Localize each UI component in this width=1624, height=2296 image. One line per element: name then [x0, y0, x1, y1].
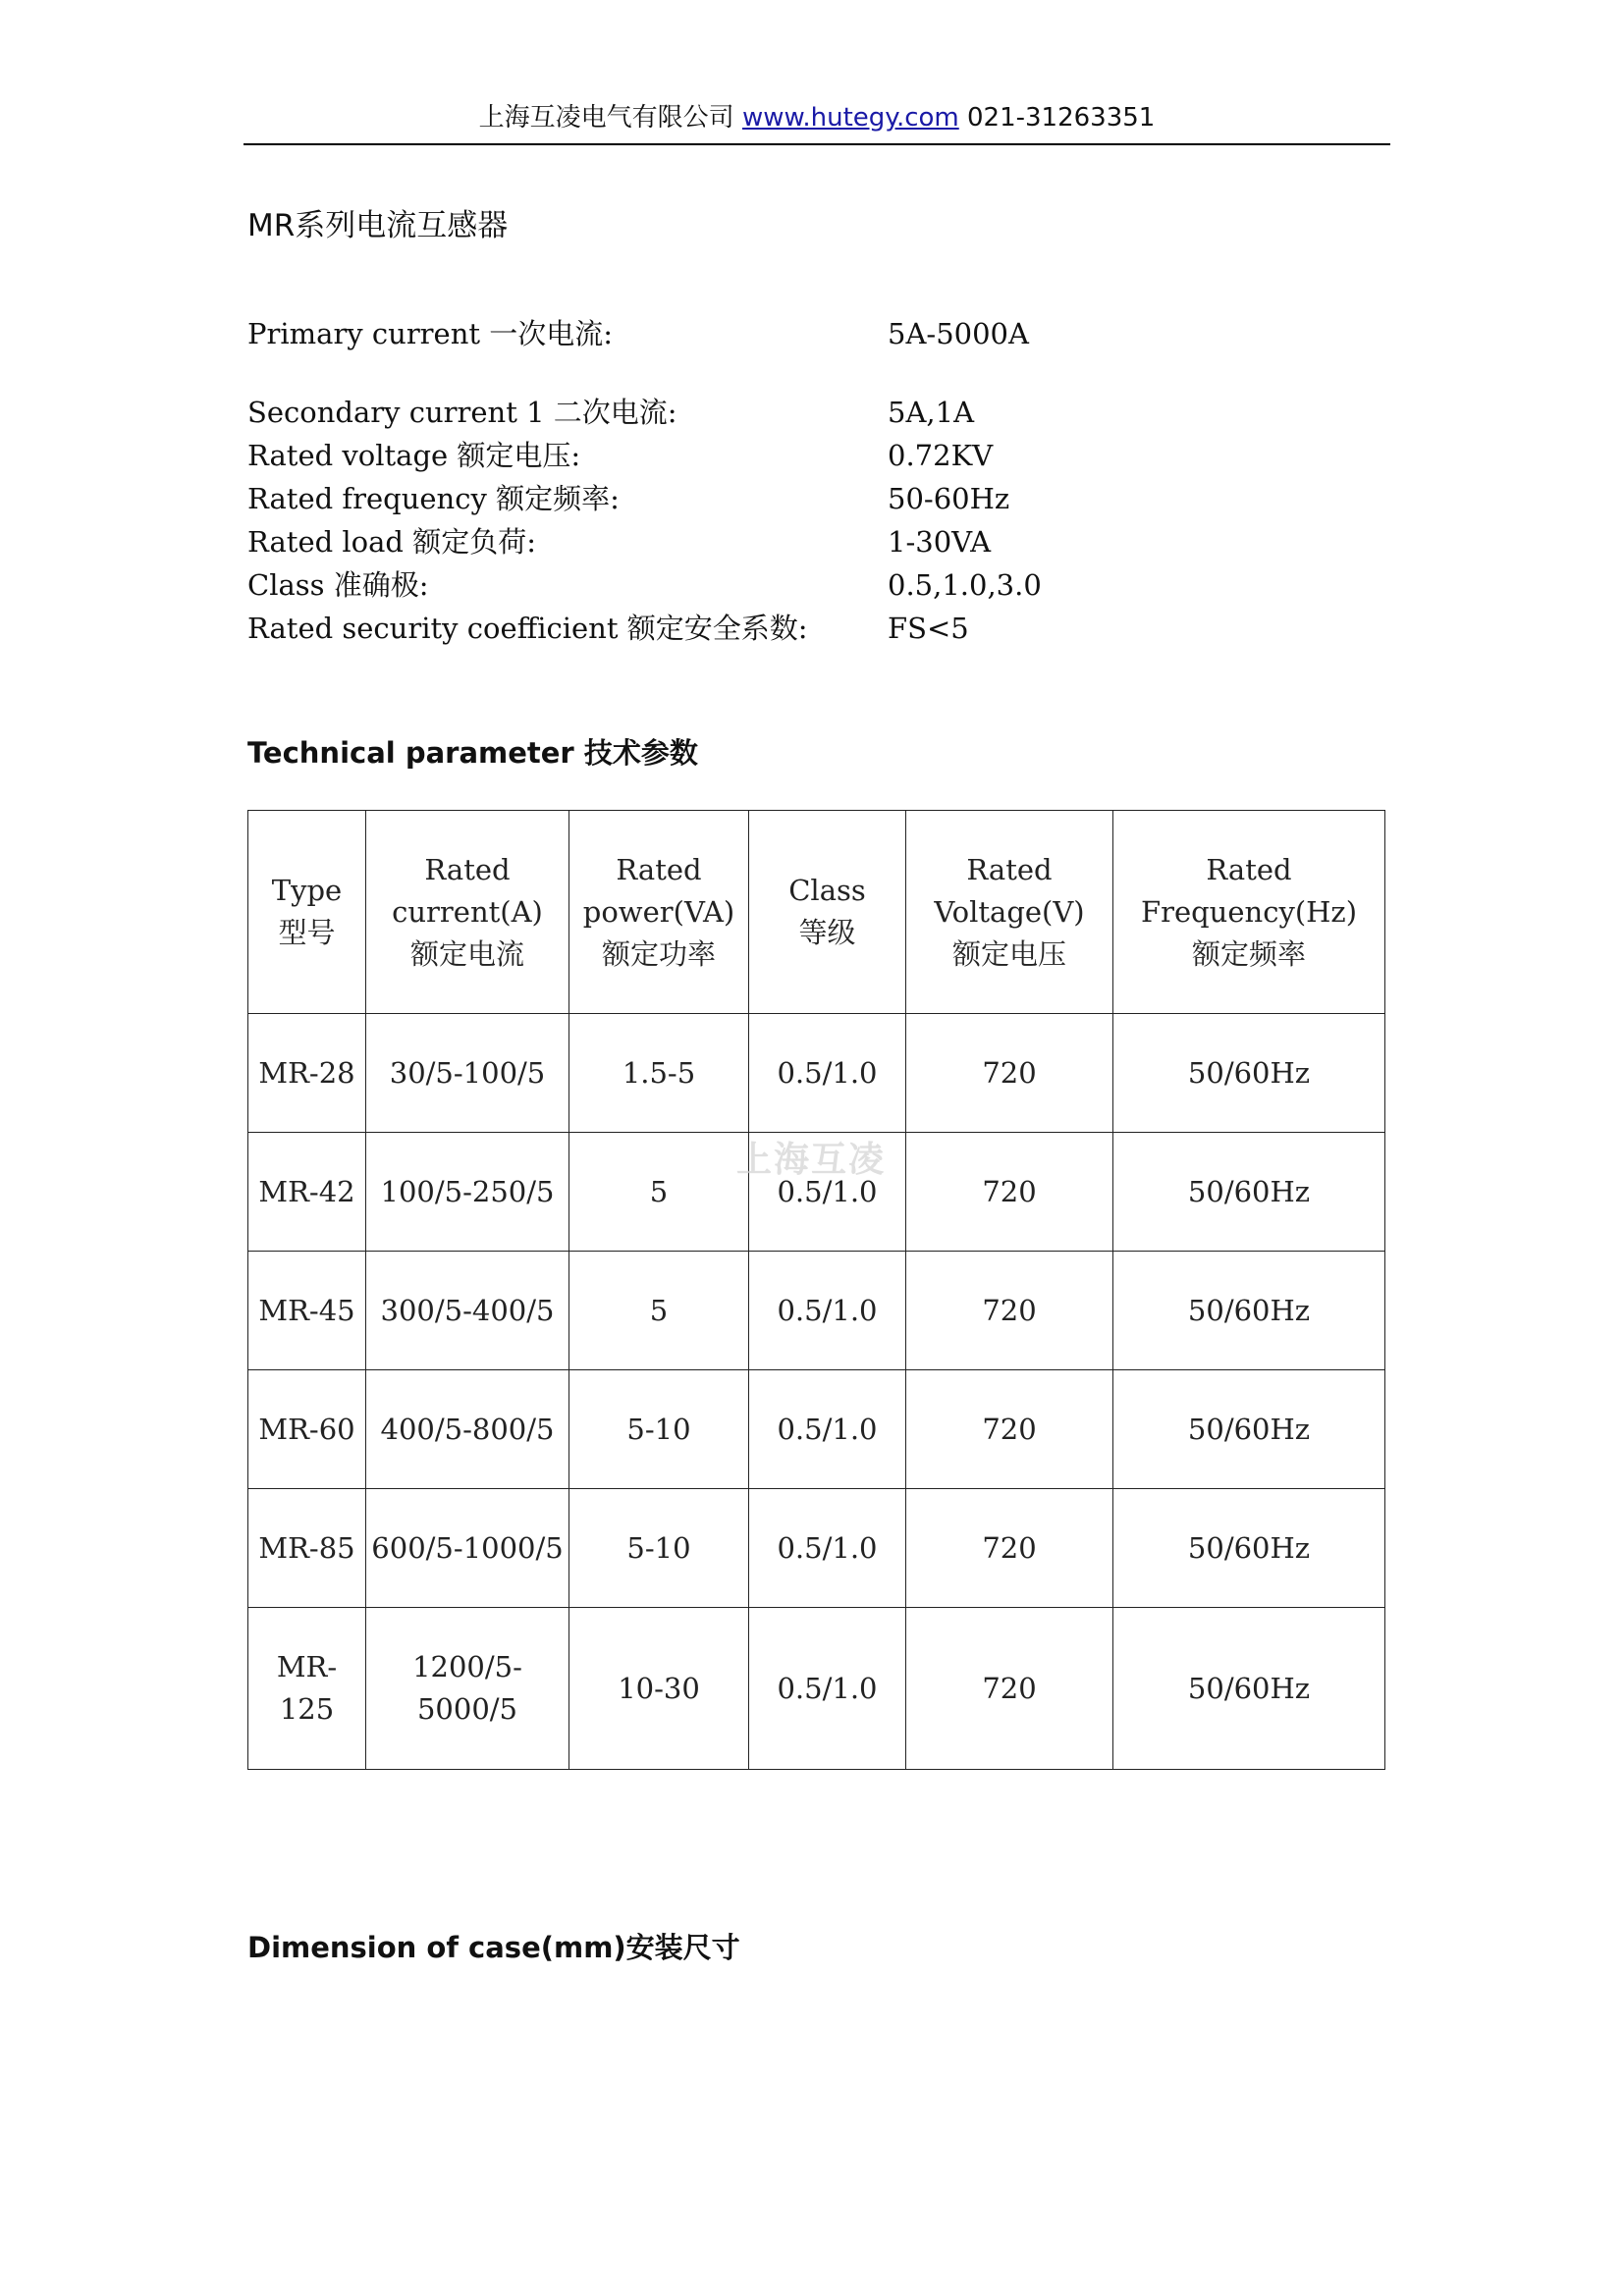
spec-row-secondary-current — [247, 391, 1131, 434]
spec-label: Class 准确极: — [247, 568, 429, 602]
spec-row-rated-frequency — [247, 477, 1131, 520]
cell-rated-frequency: 50/60Hz — [1113, 1370, 1385, 1489]
cell-rated-current: 1200/5-5000/5 — [366, 1608, 569, 1770]
technical-parameter-table — [247, 810, 1385, 1770]
cell-class: 0.5/1.0 — [749, 1608, 906, 1770]
dimension-heading: Dimension of case(mm)安装尺寸 — [247, 1931, 740, 1964]
cell-rated-current: 100/5-250/5 — [366, 1133, 569, 1252]
company-name: 上海互凌电气有限公司 — [478, 103, 734, 133]
spec-label: Rated load 额定负荷: — [247, 525, 536, 559]
table-row — [248, 1014, 1385, 1133]
cell-rated-current: 300/5-400/5 — [366, 1252, 569, 1370]
cell-rated-power: 5 — [569, 1133, 749, 1252]
table-row — [248, 1489, 1385, 1608]
cell-rated-frequency: 50/60Hz — [1113, 1608, 1385, 1770]
cell-rated-voltage: 720 — [906, 1608, 1113, 1770]
technical-parameter-heading: Technical parameter 技术参数 — [247, 736, 698, 770]
header-rated-frequency: Rated Frequency(Hz) 额定频率 — [1113, 811, 1385, 1014]
spec-value: 0.5,1.0,3.0 — [888, 568, 1042, 602]
cell-class: 0.5/1.0 — [749, 1489, 906, 1608]
table-row — [248, 1370, 1385, 1489]
table-row — [248, 1608, 1385, 1770]
cell-rated-current: 600/5-1000/5 — [366, 1489, 569, 1608]
header-rated-current: Rated current(A) 额定电流 — [366, 811, 569, 1014]
spec-row-rated-voltage — [247, 434, 1131, 477]
header-divider — [244, 143, 1390, 145]
spec-label: Rated security coefficient 额定安全系数: — [247, 612, 808, 645]
spec-label: Secondary current 1 二次电流: — [247, 396, 677, 429]
cell-class: 0.5/1.0 — [749, 1252, 906, 1370]
cell-type: MR-45 — [248, 1252, 366, 1370]
phone-number: 021-31263351 — [967, 103, 1156, 133]
cell-rated-power: 5-10 — [569, 1370, 749, 1489]
cell-rated-current: 30/5-100/5 — [366, 1014, 569, 1133]
cell-rated-power: 10-30 — [569, 1608, 749, 1770]
spec-value: 5A,1A — [888, 396, 975, 429]
cell-rated-frequency: 50/60Hz — [1113, 1252, 1385, 1370]
watermark: 上海互凌 — [736, 1140, 887, 1180]
spec-row-class — [247, 563, 1131, 607]
cell-rated-voltage: 720 — [906, 1014, 1113, 1133]
spec-value: 50-60Hz — [888, 482, 1010, 515]
spec-label: Rated frequency 额定频率: — [247, 482, 620, 515]
cell-type: MR-60 — [248, 1370, 366, 1489]
cell-rated-current: 400/5-800/5 — [366, 1370, 569, 1489]
cell-type: MR-85 — [248, 1489, 366, 1608]
cell-rated-voltage: 720 — [906, 1133, 1113, 1252]
document-title: MR系列电流互感器 — [247, 208, 509, 243]
page-header — [244, 98, 1390, 137]
cell-rated-voltage: 720 — [906, 1370, 1113, 1489]
spec-label: Rated voltage 额定电压: — [247, 439, 581, 472]
cell-class: 0.5/1.0 — [749, 1014, 906, 1133]
cell-rated-voltage: 720 — [906, 1252, 1113, 1370]
cell-type: MR-28 — [248, 1014, 366, 1133]
website-link[interactable]: www.hutegy.com — [741, 103, 959, 133]
spec-row-security-coefficient — [247, 607, 1131, 650]
spec-value: 1-30VA — [888, 525, 992, 559]
cell-type: MR-42 — [248, 1133, 366, 1252]
cell-type: MR-125 — [248, 1608, 366, 1770]
spec-value: 5A-5000A — [888, 317, 1029, 350]
cell-rated-power: 5-10 — [569, 1489, 749, 1608]
cell-rated-frequency: 50/60Hz — [1113, 1489, 1385, 1608]
cell-rated-frequency: 50/60Hz — [1113, 1133, 1385, 1252]
spec-value: 0.72KV — [888, 439, 994, 472]
spec-row-rated-load — [247, 520, 1131, 563]
cell-rated-power: 1.5-5 — [569, 1014, 749, 1133]
spec-value: FS<5 — [888, 612, 969, 645]
spec-list — [247, 312, 1131, 650]
cell-rated-power: 5 — [569, 1252, 749, 1370]
spec-row-primary-current — [247, 312, 1131, 355]
header-rated-voltage: Rated Voltage(V) 额定电压 — [906, 811, 1113, 1014]
cell-rated-voltage: 720 — [906, 1489, 1113, 1608]
table-row — [248, 1252, 1385, 1370]
spec-label: Primary current 一次电流: — [247, 317, 614, 350]
cell-class: 0.5/1.0 — [749, 1133, 906, 1252]
header-rated-power: Rated power(VA) 额定功率 — [569, 811, 749, 1014]
header-type: Type 型号 — [248, 811, 366, 1014]
header-class: Class 等级 — [749, 811, 906, 1014]
cell-rated-frequency: 50/60Hz — [1113, 1014, 1385, 1133]
table-header-row — [248, 811, 1385, 1014]
cell-class: 0.5/1.0 — [749, 1370, 906, 1489]
